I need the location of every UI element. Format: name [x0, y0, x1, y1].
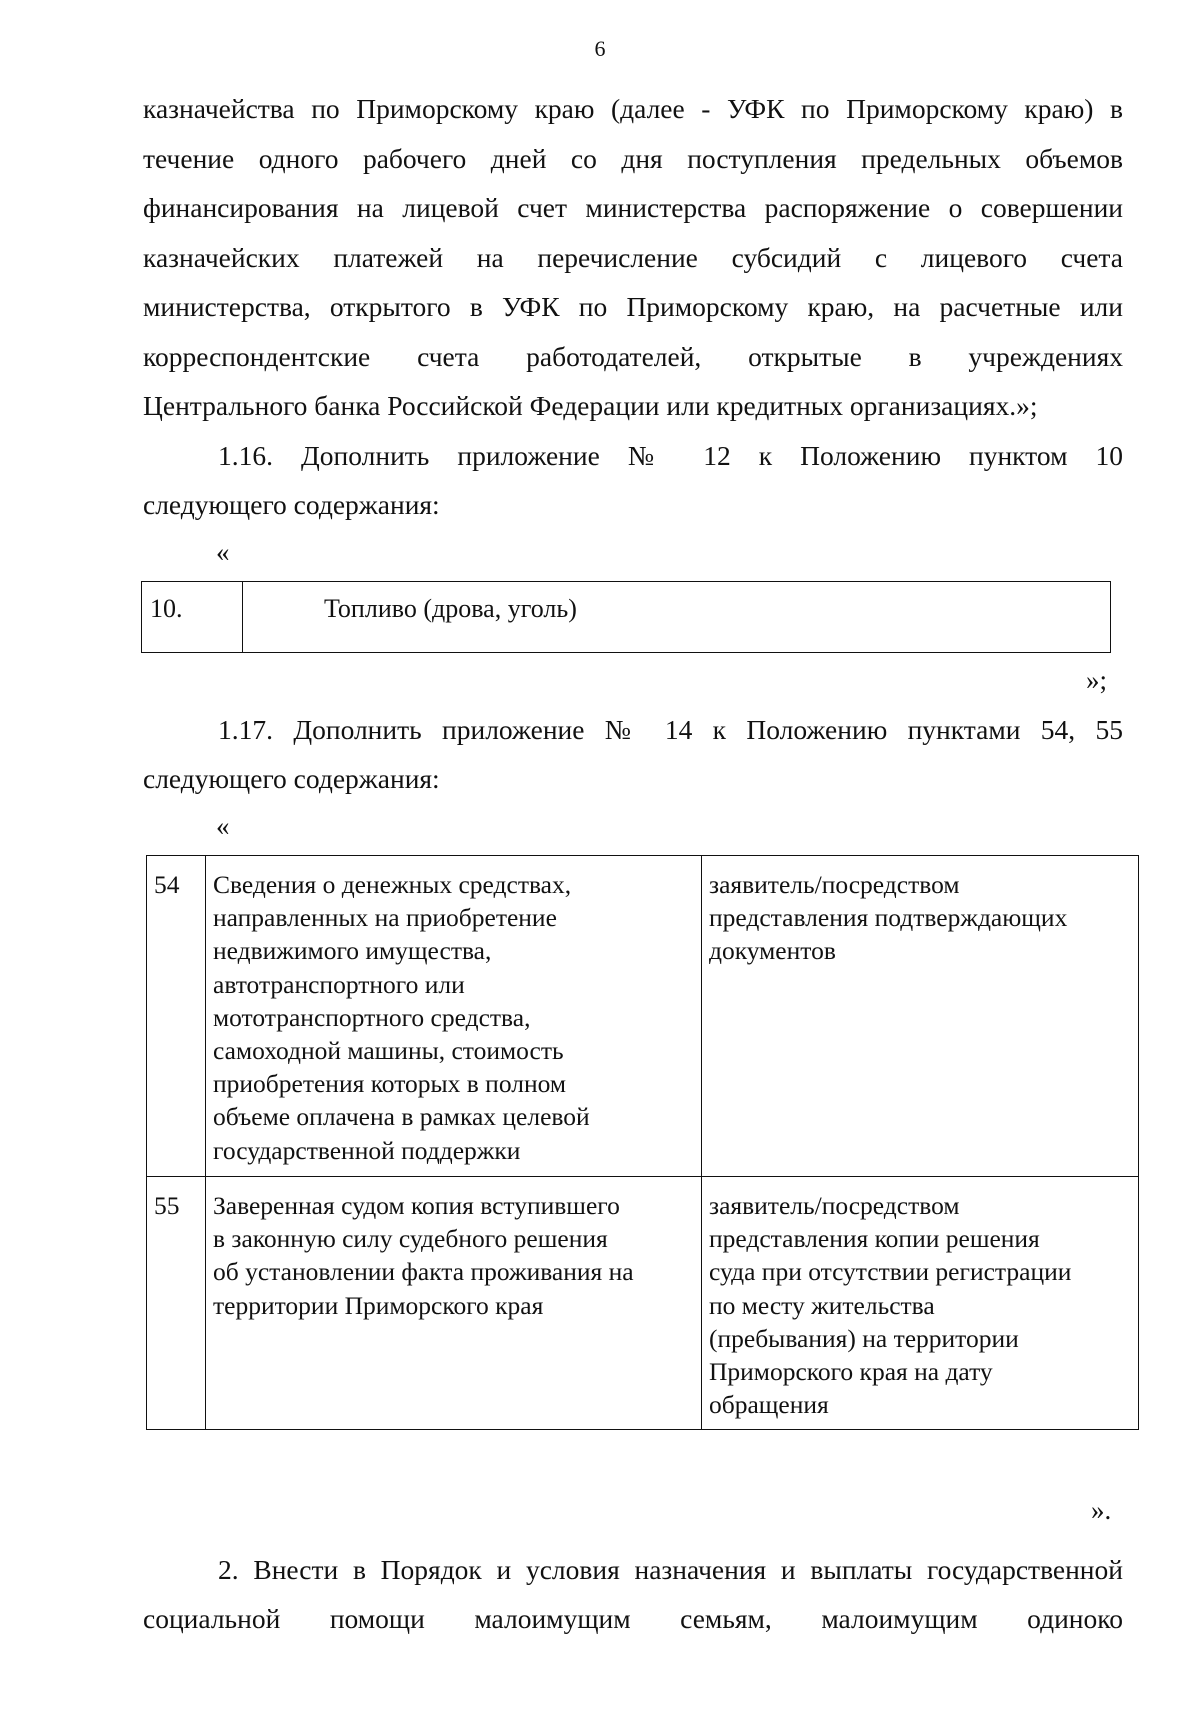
table-row: [147, 856, 1139, 1177]
text-line: министерства, открытого в УФК по Приморскому краю, на расчетные или: [143, 291, 1123, 322]
cell-line: по месту жительства: [709, 1290, 935, 1320]
cell-line: Заверенная судом копия вступившего: [213, 1191, 620, 1220]
cell-line: самоходной машины, стоимость: [213, 1036, 564, 1066]
text-line: казначейства по Приморскому краю (далее - УФК по Приморскому краю) в: [143, 93, 1123, 124]
item-information: [206, 1177, 702, 1430]
cell-line: недвижимого имущества,: [213, 936, 492, 966]
cell-line: в законную силу судебного решения: [213, 1224, 608, 1254]
cell-line: представления подтверждающих: [709, 903, 1068, 933]
clause-1-16-heading-cont: следующего содержания:: [143, 489, 440, 520]
clause-1-17-heading: 1.17. Дополнить приложение № 14 к Положению пунктами 54, 55: [218, 714, 1123, 745]
cell-line: автотранспортного или: [213, 969, 465, 999]
text-line: финансирования на лицевой счет министерства распоряжение о совершении: [143, 192, 1123, 223]
cell-line: Сведения о денежных средствах,: [213, 870, 572, 899]
table-row: [142, 582, 1111, 653]
page-number: 6: [594, 36, 606, 61]
cell-line: заявитель/посредством: [709, 870, 960, 899]
section-2-line: 2. Внести в Порядок и условия назначения и выплаты государственной: [218, 1554, 1123, 1585]
cell-line: объеме оплачена в рамках целевой: [213, 1102, 590, 1132]
text-line: казначейских платежей на перечисление субсидий с лицевого счета: [143, 242, 1123, 273]
section-2-line: социальной помощи малоимущим семьям, малоимущим одиноко: [143, 1603, 1123, 1634]
cell-line: государственной поддержки: [213, 1135, 521, 1165]
cell-line: направленных на приобретение: [213, 903, 557, 933]
cell-line: обращения: [709, 1390, 829, 1420]
text-line: Центрального банка Российской Федерации или кредитных организациях.»;: [143, 390, 1038, 421]
item-number: 55: [147, 1177, 206, 1430]
item-source: [702, 1177, 1139, 1430]
cell-line: суда при отсутствии регистрации: [709, 1257, 1072, 1287]
table-row: [147, 1177, 1139, 1430]
text-line: корреспондентские счета работодателей, открытые в учреждениях: [143, 341, 1123, 372]
closing-quote: »;: [1086, 665, 1108, 695]
item-text: Топливо (дрова, уголь): [243, 582, 1111, 653]
opening-quote: «: [216, 537, 230, 567]
cell-line: приобретения которых в полном: [213, 1069, 567, 1099]
cell-line: заявитель/посредством: [709, 1191, 960, 1220]
cell-line: Приморского края на дату: [709, 1357, 993, 1387]
item-number: 54: [147, 856, 206, 1177]
item-number: 10.: [142, 582, 243, 653]
item-information: [206, 856, 702, 1177]
cell-line: об установлении факта проживания на: [213, 1257, 634, 1287]
clause-1-16-heading: 1.16. Дополнить приложение № 12 к Положению пунктом 10: [218, 440, 1123, 471]
item-source: [702, 856, 1139, 1177]
cell-line: мототранспортного средства,: [213, 1002, 531, 1032]
closing-quote: ».: [1091, 1495, 1112, 1525]
clause-1-17-heading-cont: следующего содержания:: [143, 763, 440, 794]
cell-line: территории Приморского края: [213, 1290, 544, 1320]
table-items-54-55: [146, 855, 1139, 1430]
cell-line: представления копии решения: [709, 1224, 1040, 1254]
cell-line: документов: [709, 936, 836, 966]
text-line: течение одного рабочего дней со дня поступления предельных объемов: [143, 143, 1123, 174]
opening-quote: «: [216, 811, 230, 841]
table-item-10: [141, 581, 1111, 653]
cell-line: (пребывания) на территории: [709, 1323, 1019, 1353]
